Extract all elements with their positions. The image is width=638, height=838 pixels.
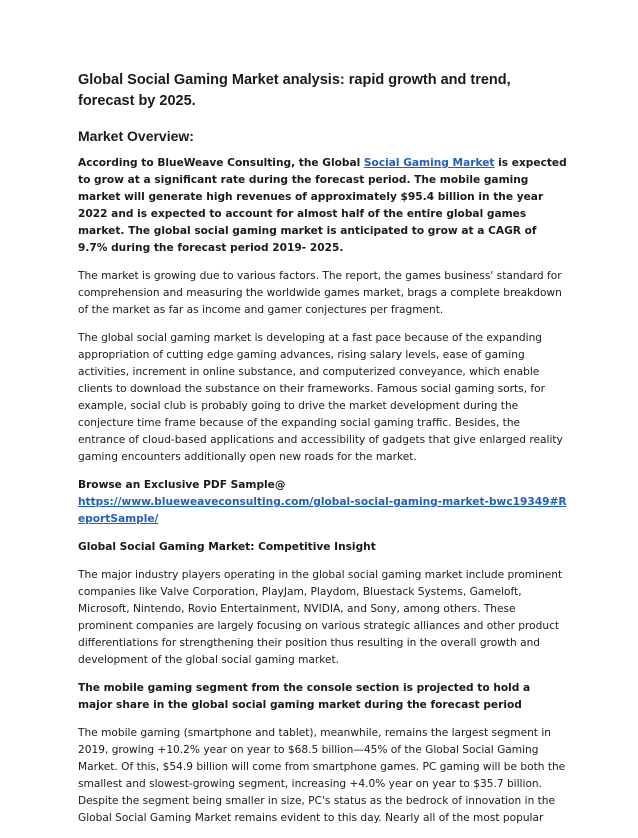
paragraph-market-development: The global social gaming market is developing at a fast pace because of the expanding appropriation of cutting edge gaming advances, rising salary levels, ease of gaming activities, increment in online substance, and computerized conveyance, which enable clients to download the substance on their frameworks. Famous social gaming sorts, for example, social club is probably going to drive the market development during the conjecture time frame because of the expanding social gaming traffic. Besides, the entrance of cloud-based applications and accessibility of gadgets that give enlarged reality gaming encounters additionally open new roads for the market. [78, 332, 563, 463]
report-sample-link[interactable]: https://www.blueweaveconsulting.com/global-social-gaming-market-bwc19349#ReportSample/ [78, 496, 567, 525]
market-overview-heading: Market Overview: [78, 128, 194, 144]
mobile-gaming-heading: The mobile gaming segment from the console section is projected to hold a major share in the global social gaming market during the forecast period [78, 682, 531, 711]
competitive-insight-heading: Global Social Gaming Market: Competitive Insight [78, 541, 376, 553]
paragraph-growth-factors: The market is growing due to various factors. The report, the games business' standard for comprehension and measuring the worldwide games market, brags a complete breakdown of the market as far as income and gamer conjectures per fragment. [78, 270, 562, 316]
browse-sample-block [78, 477, 568, 528]
document-content [78, 70, 568, 838]
intro-text-after: is expected to grow at a significant rate during the forecast period. The mobile gaming market will generate high revenues of approximately $95.4 billion in the year 2022 and is expected to account for almost half of the entire global games market. The global social gaming market is anticipated to grow at a CAGR of 9.7% during the forecast period 2019- 2025. [78, 157, 567, 254]
paragraph-competitive-insight: The major industry players operating in the global social gaming market include prominent companies like Valve Corporation, PlayJam, Playdom, Bluestack Systems, Gameloft, Microsoft, Nintendo, Rovio Entertainment, NVIDIA, and Sony, among others. These prominent companies are largely focusing on various strategic alliances and other product differentiations for strengthening their position thus resulting in the overall growth and development of the global social gaming market. [78, 569, 563, 666]
intro-text-before: According to BlueWeave Consulting, the Global [78, 157, 364, 169]
intro-paragraph [78, 155, 568, 257]
paragraph-mobile-gaming: The mobile gaming (smartphone and tablet), meanwhile, remains the largest segment in 2019, growing +10.2% year on year to $68.5 billion—45% of the Global Social Gaming Market. Of this, $54.9 billion will come from smartphone games. PC gaming will be both the smallest and slowest-growing segment, increasing +4.0% year on year to $35.7 billion. Despite the segment being smaller in size, PC's status as the bedrock of innovation in the Global Social Gaming Market remains evident to this day. Nearly all of the most popular [78, 727, 566, 824]
page-title: Global Social Gaming Market analysis: rapid growth and trend, forecast by 2025. [78, 72, 511, 109]
social-gaming-market-link[interactable]: Social Gaming Market [363, 157, 495, 169]
browse-sample-label: Browse an Exclusive PDF Sample@ [78, 479, 286, 491]
